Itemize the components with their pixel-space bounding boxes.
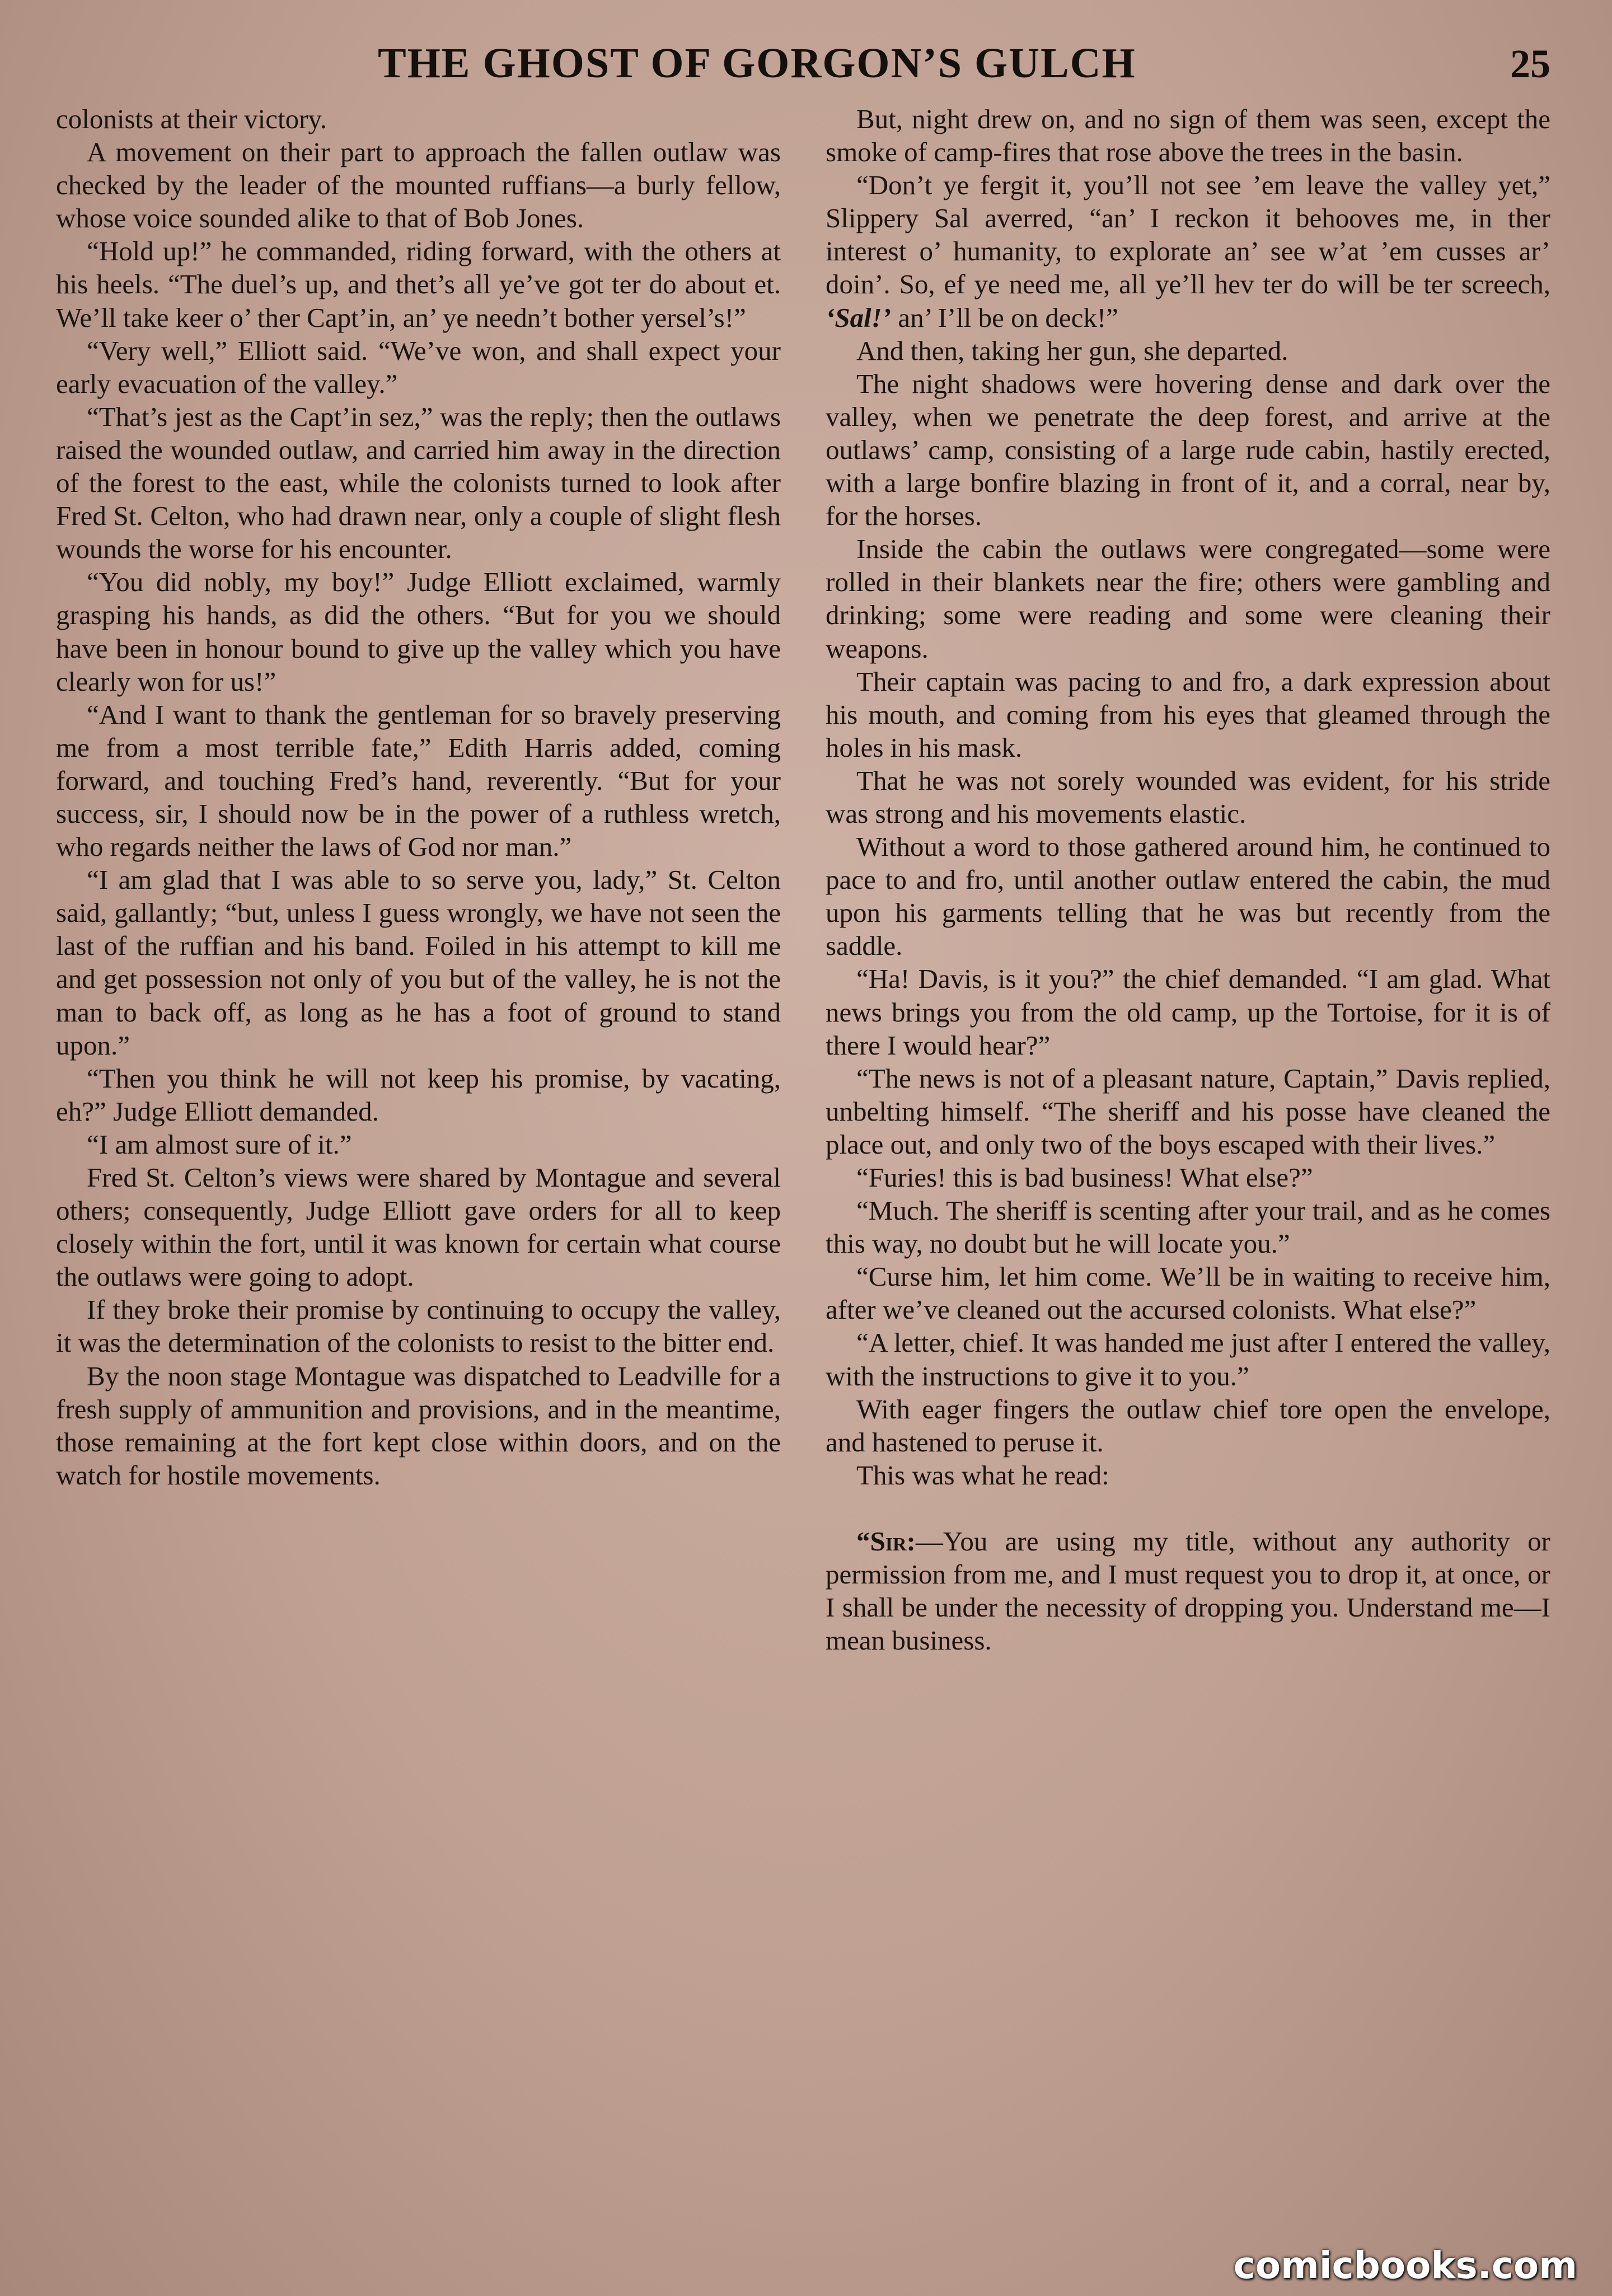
page-number: 25 — [1510, 41, 1550, 86]
paragraph: The night shadows were hovering dense and dark over the valley, when we penetrate the deep forest, and arrive at the outlaws’ camp, consisting of a large rude cabin, hastily erected, with a large bonfire blazing in front of it, and a corral, near by, for the horses. — [826, 368, 1550, 532]
paragraph: “That’s jest as the Capt’in sez,” was the reply; then the outlaws raised the wounded outlaw, and carried him away in the direction of the forest to the east, while the colonists turned to look after Fred St. Celton, who had drawn near, only a couple of slight flesh wounds the worse for his encounter. — [56, 401, 781, 565]
text-columns — [56, 102, 1550, 1657]
paragraph: That he was not sorely wounded was evident, for his stride was strong and his movements elastic. — [826, 765, 1550, 829]
paragraph: If they broke their promise by continuing to occupy the valley, it was the determination of the colonists to resist to the bitter end. — [56, 1294, 781, 1358]
paragraph: “Ha! Davis, is it you?” the chief demanded. “I am glad. What news brings you from the old camp, up the Tortoise, for it is of there I would hear?” — [826, 963, 1550, 1061]
paragraph: Fred St. Celton’s views were shared by Montague and several others; consequently, Judge Elliott gave orders for all to keep closely within the fort, until it was known for certain what course the outlaws were going to adopt. — [56, 1162, 781, 1292]
paragraph: “I am almost sure of it.” — [87, 1128, 352, 1160]
paragraph: By the noon stage Montague was dispatched to Leadville for a fresh supply of ammunition and provisions, and in the meantime, those remaining at the fort kept close within doors, and on the watch for hostile movements. — [56, 1360, 781, 1491]
left-column — [56, 102, 781, 1657]
paragraph: “And I want to thank the gentleman for so bravely preserving me from a most terrible fate,” Edith Harris added, coming forward, and touching Fred’s hand, reverently. “But for your success, sir, I should now be in the power of a ruthless wretch, who regards neither the laws of God nor man.” — [56, 699, 781, 863]
paragraph: Without a word to those gathered around him, he continued to pace to and fro, until another outlaw entered the cabin, the mud upon his garments telling that he was but recently from the saddle. — [826, 831, 1550, 962]
sal-speech-text: “Don’t ye fergit it, you’ll not see ’em leave the valley yet,” Slippery Sal averred, “an’ I reckon it behooves me, in ther interest o’ humanity, to explorate an’ see w’at ’em cusses ar’ doin’. So, ef ye need me, all ye’ll hev ter do will be ter screech, — [826, 170, 1550, 300]
letter-paragraph — [826, 1525, 1550, 1657]
paragraph: “Then you think he will not keep his promise, by vacating, eh?” Judge Elliott demanded. — [56, 1062, 781, 1127]
paragraph: Inside the cabin the outlaws were congregated—some were rolled in their blankets near the fire; others were gambling and drinking; some were reading and some were cleaning their weapons. — [826, 533, 1550, 664]
paragraph: “Much. The sheriff is scenting after your trail, and as he comes this way, no doubt but he will locate you.” — [826, 1195, 1550, 1259]
right-column — [826, 102, 1550, 1657]
page-header — [56, 39, 1550, 98]
letter-salutation: “Sir: — [856, 1525, 916, 1557]
paragraph-sal-speech — [826, 168, 1550, 334]
paragraph: “Hold up!” he commanded, riding forward, with the others at his heels. “The duel’s up, and thet’s all ye’ve got ter do about et. We’ll take keer o’ ther Capt’in, an’ ye needn’t bother yersel’s!” — [56, 236, 781, 333]
letter-text: —You are using my title, without any authority or permission from me, and I must request you to drop it, at once, or I shall be under the necessity of dropping you. Understand me—I mean business. — [826, 1525, 1550, 1656]
paragraph: This was what he read: — [856, 1459, 1109, 1491]
paragraph: “The news is not of a pleasant nature, Captain,” Davis replied, unbelting himself. “The sheriff and his posse have cleaned the place out, and only two of the boys escaped with their lives.” — [826, 1062, 1550, 1160]
paragraph: “Furies! this is bad business! What else?” — [856, 1162, 1313, 1193]
paragraph: But, night drew on, and no sign of them was seen, except the smoke of camp-fires that rose above the trees in the basin. — [826, 104, 1550, 168]
paragraph: With eager fingers the outlaw chief tore open the envelope, and hastened to peruse it. — [826, 1393, 1550, 1458]
paragraph: Their captain was pacing to and fro, a dark expression about his mouth, and coming from his eyes that gleamed through the holes in his mask. — [826, 666, 1550, 763]
paragraph: colonists at their victory. — [56, 104, 327, 134]
sal-callout: ‘Sal!’ — [826, 302, 892, 333]
paragraph: And then, taking her gun, she departed. — [856, 335, 1288, 366]
running-title: THE GHOST OF GORGON’S GULCH — [378, 40, 1136, 87]
paragraph: “Very well,” Elliott said. “We’ve won, and shall expect your early evacuation of the valley.” — [56, 335, 781, 399]
paragraph: “I am glad that I was able to so serve you, lady,” St. Celton said, gallantly; “but, unless I guess wrongly, we have not seen the last of the ruffian and his band. Foiled in his attempt to kill me and get possession not only of you but of the valley, he is not the man to back off, as long as he has a foot of ground to stand upon.” — [56, 864, 781, 1061]
paragraph: “Curse him, let him come. We’ll be in waiting to receive him, after we’ve cleaned out the accursed colonists. What else?” — [826, 1261, 1550, 1325]
paragraph: “You did nobly, my boy!” Judge Elliott exclaimed, warmly grasping his hands, as did the others. “But for you we should have been in honour bound to give up the valley which you have clearly won for us!” — [56, 566, 781, 697]
paragraph: A movement on their part to approach the fallen outlaw was checked by the leader of the mounted ruffians—a burly fellow, whose voice sounded alike to that of Bob Jones. — [56, 137, 781, 234]
sal-speech-end: an’ I’ll be on deck!” — [898, 302, 1118, 333]
watermark: comicbooks.com — [1233, 2244, 1577, 2287]
paragraph: “A letter, chief. It was handed me just after I entered the valley, with the instructions to give it to you.” — [826, 1327, 1550, 1391]
